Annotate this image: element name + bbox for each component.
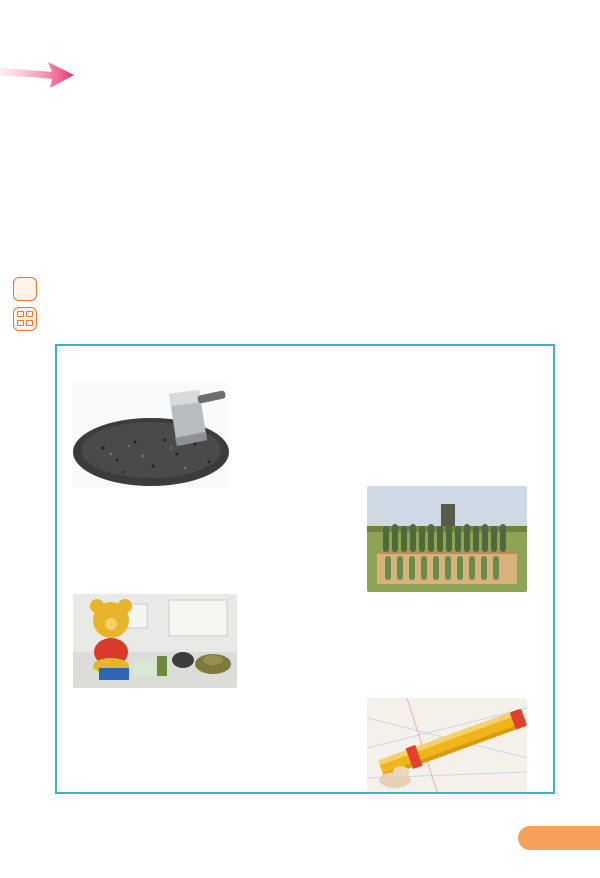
bottom-decorative-dots <box>8 820 592 824</box>
ammunition-photo <box>367 486 527 592</box>
improvised-devices-photo <box>73 594 237 688</box>
arrow-icon <box>0 58 74 90</box>
page-number <box>518 826 600 850</box>
question-icon <box>13 277 37 301</box>
top-decorative-dots <box>8 9 592 21</box>
qr-code-icon <box>13 307 37 331</box>
explosive-substance-photo <box>73 382 229 488</box>
pyrotechnics-photo <box>367 698 527 792</box>
explosive-types-box <box>55 344 555 794</box>
